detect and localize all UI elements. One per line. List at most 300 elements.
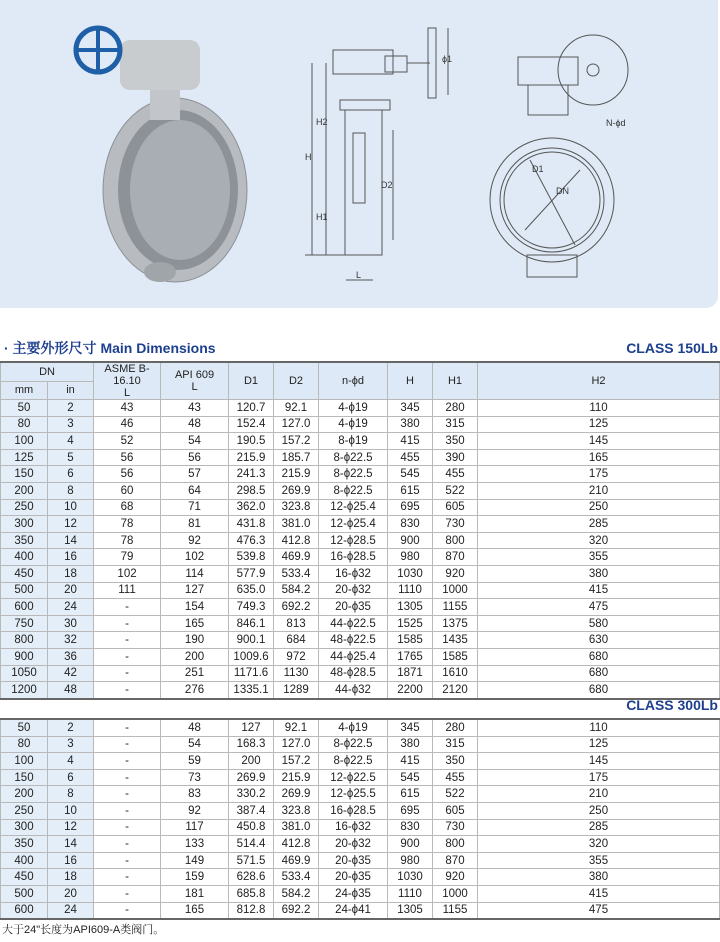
table-cell: 215.9 bbox=[229, 449, 274, 466]
table-cell: 36 bbox=[48, 648, 94, 665]
table-cell: 4 bbox=[48, 753, 94, 770]
table-cell: 1110 bbox=[388, 582, 433, 599]
table-cell: 2 bbox=[48, 719, 94, 736]
table-cell: 320 bbox=[478, 836, 720, 853]
table-cell: 1110 bbox=[388, 885, 433, 902]
table-cell: 185.7 bbox=[274, 449, 319, 466]
label-d1: D1 bbox=[532, 164, 544, 174]
table-cell: 920 bbox=[433, 565, 478, 582]
table-cell: 102 bbox=[94, 565, 161, 582]
table-row bbox=[1, 582, 720, 599]
label-phi1: ϕ1 bbox=[442, 54, 453, 64]
table-row bbox=[1, 802, 720, 819]
table-row bbox=[1, 736, 720, 753]
label-d2: D2 bbox=[381, 180, 393, 190]
table-cell: 323.8 bbox=[274, 499, 319, 516]
header-asme: ASME B-16.10 L bbox=[94, 362, 161, 400]
table-cell: - bbox=[94, 836, 161, 853]
table-cell: 920 bbox=[433, 869, 478, 886]
table-cell: 276 bbox=[161, 682, 229, 699]
table-cell: 522 bbox=[433, 482, 478, 499]
table-cell: 476.3 bbox=[229, 532, 274, 549]
table-cell: - bbox=[94, 665, 161, 682]
table-cell: 4-ϕ19 bbox=[319, 719, 388, 736]
table-cell: 615 bbox=[388, 786, 433, 803]
table-cell: 900 bbox=[1, 648, 48, 665]
table-cell: 56 bbox=[94, 466, 161, 483]
table-cell: 1050 bbox=[1, 665, 48, 682]
table-cell: 46 bbox=[94, 416, 161, 433]
table-cell: 381.0 bbox=[274, 819, 319, 836]
table-row bbox=[1, 615, 720, 632]
table-row bbox=[1, 449, 720, 466]
table-cell: 514.4 bbox=[229, 836, 274, 853]
table-cell: 749.3 bbox=[229, 599, 274, 616]
table-cell: 48 bbox=[161, 416, 229, 433]
table-cell: 24 bbox=[48, 599, 94, 616]
table-cell: 102 bbox=[161, 549, 229, 566]
table-cell: 50 bbox=[1, 400, 48, 417]
table-cell: 54 bbox=[161, 736, 229, 753]
label-l: L bbox=[356, 270, 362, 280]
header-api: API 609 L bbox=[161, 362, 229, 400]
table-cell: 455 bbox=[433, 769, 478, 786]
table-row bbox=[1, 682, 720, 699]
table-cell: 285 bbox=[478, 516, 720, 533]
table-cell: - bbox=[94, 719, 161, 736]
table-cell: 12-ϕ25.5 bbox=[319, 786, 388, 803]
table-cell: 1585 bbox=[433, 648, 478, 665]
table-cell: 522 bbox=[433, 786, 478, 803]
label-h1: H1 bbox=[316, 212, 328, 222]
table-cell: 24-ϕ41 bbox=[319, 902, 388, 919]
table-cell: 8-ϕ22.5 bbox=[319, 449, 388, 466]
table-cell: 3 bbox=[48, 416, 94, 433]
table-cell: 117 bbox=[161, 819, 229, 836]
table-cell: 730 bbox=[433, 819, 478, 836]
table-cell: 533.4 bbox=[274, 565, 319, 582]
table-cell: 210 bbox=[478, 482, 720, 499]
table-row bbox=[1, 719, 720, 736]
table-cell: 380 bbox=[388, 416, 433, 433]
table-row bbox=[1, 665, 720, 682]
table-cell: 200 bbox=[229, 753, 274, 770]
table-cell: - bbox=[94, 648, 161, 665]
table-cell: 48 bbox=[161, 719, 229, 736]
table-row bbox=[1, 819, 720, 836]
table-cell: 330.2 bbox=[229, 786, 274, 803]
table-cell: 92 bbox=[161, 532, 229, 549]
table-cell: 157.2 bbox=[274, 433, 319, 450]
table-cell: 32 bbox=[48, 632, 94, 649]
table-cell: 1155 bbox=[433, 902, 478, 919]
table-cell: 12-ϕ25.4 bbox=[319, 499, 388, 516]
table-cell: 387.4 bbox=[229, 802, 274, 819]
section-title: · 主要外形尺寸 Main Dimensions bbox=[4, 340, 216, 356]
table-row bbox=[1, 648, 720, 665]
table-cell: 71 bbox=[161, 499, 229, 516]
table-cell: 415 bbox=[388, 433, 433, 450]
table-cell: 120.7 bbox=[229, 400, 274, 417]
table-cell: 350 bbox=[1, 836, 48, 853]
table-cell: 315 bbox=[433, 416, 478, 433]
table-cell: 92.1 bbox=[274, 400, 319, 417]
class-300-title: CLASS 300Lb bbox=[626, 697, 718, 713]
table-cell: 680 bbox=[478, 648, 720, 665]
valve-photo bbox=[76, 28, 247, 282]
table-cell: 54 bbox=[161, 433, 229, 450]
table-cell: 80 bbox=[1, 736, 48, 753]
table-cell: 545 bbox=[388, 769, 433, 786]
table-cell: - bbox=[94, 599, 161, 616]
table-cell: 680 bbox=[478, 665, 720, 682]
table-cell: 200 bbox=[1, 786, 48, 803]
table-cell: 56 bbox=[161, 449, 229, 466]
header-d1: D1 bbox=[229, 362, 274, 400]
table-cell: 600 bbox=[1, 599, 48, 616]
table-cell: 12-ϕ22.5 bbox=[319, 769, 388, 786]
table-cell: 584.2 bbox=[274, 582, 319, 599]
table-cell: 20-ϕ35 bbox=[319, 599, 388, 616]
table-row bbox=[1, 499, 720, 516]
table-cell: 6 bbox=[48, 466, 94, 483]
table-cell: 345 bbox=[388, 400, 433, 417]
table-cell: 1871 bbox=[388, 665, 433, 682]
table-cell: 400 bbox=[1, 549, 48, 566]
table-cell: 1305 bbox=[388, 902, 433, 919]
table-cell: 168.3 bbox=[229, 736, 274, 753]
table-cell: 81 bbox=[161, 516, 229, 533]
table-cell: 154 bbox=[161, 599, 229, 616]
table-cell: 48-ϕ22.5 bbox=[319, 632, 388, 649]
table-cell: 455 bbox=[388, 449, 433, 466]
table-cell: 125 bbox=[478, 416, 720, 433]
table-cell: 24-ϕ35 bbox=[319, 885, 388, 902]
label-nd: N-ϕd bbox=[606, 118, 626, 128]
table-cell: 20-ϕ35 bbox=[319, 869, 388, 886]
table-cell: 605 bbox=[433, 499, 478, 516]
table-cell: 20-ϕ35 bbox=[319, 852, 388, 869]
table-cell: 16 bbox=[48, 852, 94, 869]
table-cell: 475 bbox=[478, 599, 720, 616]
label-dn: DN bbox=[556, 186, 569, 196]
table-cell: 127.0 bbox=[274, 416, 319, 433]
table-cell: 350 bbox=[1, 532, 48, 549]
header-h1: H1 bbox=[433, 362, 478, 400]
table-cell: 2120 bbox=[433, 682, 478, 699]
table-cell: - bbox=[94, 819, 161, 836]
table-cell: 1200 bbox=[1, 682, 48, 699]
table-cell: - bbox=[94, 682, 161, 699]
table-cell: 298.5 bbox=[229, 482, 274, 499]
table-cell: 900.1 bbox=[229, 632, 274, 649]
table-cell: - bbox=[94, 902, 161, 919]
header-mm: mm bbox=[1, 381, 48, 399]
class-300-table bbox=[0, 718, 720, 920]
table-cell: 8-ϕ22.5 bbox=[319, 466, 388, 483]
table-cell: 12-ϕ25.4 bbox=[319, 516, 388, 533]
table-row bbox=[1, 885, 720, 902]
table-cell: 20-ϕ32 bbox=[319, 836, 388, 853]
table-cell: 380 bbox=[478, 869, 720, 886]
table-cell: 145 bbox=[478, 433, 720, 450]
table-cell: 870 bbox=[433, 549, 478, 566]
table-cell: 300 bbox=[1, 516, 48, 533]
table-cell: 18 bbox=[48, 869, 94, 886]
table-cell: 1335.1 bbox=[229, 682, 274, 699]
table-cell: 362.0 bbox=[229, 499, 274, 516]
table-cell: 730 bbox=[433, 516, 478, 533]
table-cell: 345 bbox=[388, 719, 433, 736]
table-cell: - bbox=[94, 885, 161, 902]
table-cell: 16 bbox=[48, 549, 94, 566]
table-cell: 12 bbox=[48, 819, 94, 836]
table-cell: 50 bbox=[1, 719, 48, 736]
table-cell: 600 bbox=[1, 902, 48, 919]
table-row bbox=[1, 400, 720, 417]
table-cell: 8-ϕ22.5 bbox=[319, 482, 388, 499]
table-cell: 100 bbox=[1, 753, 48, 770]
table-cell: 400 bbox=[1, 852, 48, 869]
table-cell: 8 bbox=[48, 786, 94, 803]
table-cell: 1171.6 bbox=[229, 665, 274, 682]
table-cell: 685.8 bbox=[229, 885, 274, 902]
header-d2: D2 bbox=[274, 362, 319, 400]
table-cell: 125 bbox=[1, 449, 48, 466]
table-row bbox=[1, 466, 720, 483]
table-cell: 44-ϕ25.4 bbox=[319, 648, 388, 665]
table-cell: 12-ϕ28.5 bbox=[319, 532, 388, 549]
table-cell: 100 bbox=[1, 433, 48, 450]
footnote: 大于24"长度为API609-A类阀门。 bbox=[2, 924, 165, 936]
table-cell: 48 bbox=[48, 682, 94, 699]
table-row bbox=[1, 769, 720, 786]
table-cell: 680 bbox=[478, 682, 720, 699]
table-cell: 250 bbox=[1, 802, 48, 819]
table-cell: 12 bbox=[48, 516, 94, 533]
table-cell: 165 bbox=[161, 615, 229, 632]
table-cell: 78 bbox=[94, 532, 161, 549]
table-cell: 150 bbox=[1, 466, 48, 483]
table-cell: 1030 bbox=[388, 869, 433, 886]
table-cell: 52 bbox=[94, 433, 161, 450]
table-cell: 269.9 bbox=[274, 482, 319, 499]
header-h2: H2 bbox=[478, 362, 720, 400]
product-image-panel bbox=[0, 0, 718, 308]
table-cell: 157.2 bbox=[274, 753, 319, 770]
table-cell: 269.9 bbox=[229, 769, 274, 786]
table-cell: 210 bbox=[478, 786, 720, 803]
table-cell: 635.0 bbox=[229, 582, 274, 599]
table-cell: 1610 bbox=[433, 665, 478, 682]
table-cell: 10 bbox=[48, 499, 94, 516]
table-cell: 846.1 bbox=[229, 615, 274, 632]
table-cell: 1030 bbox=[388, 565, 433, 582]
table-row bbox=[1, 516, 720, 533]
table-cell: 190 bbox=[161, 632, 229, 649]
table-cell: 500 bbox=[1, 885, 48, 902]
table-cell: 900 bbox=[388, 532, 433, 549]
table-cell: 8 bbox=[48, 482, 94, 499]
table-cell: 469.9 bbox=[274, 549, 319, 566]
table-cell: 475 bbox=[478, 902, 720, 919]
table-cell: 20 bbox=[48, 582, 94, 599]
table-cell: 215.9 bbox=[274, 769, 319, 786]
table-cell: 42 bbox=[48, 665, 94, 682]
table-cell: 114 bbox=[161, 565, 229, 582]
table-cell: 83 bbox=[161, 786, 229, 803]
table-cell: 251 bbox=[161, 665, 229, 682]
table-cell: 79 bbox=[94, 549, 161, 566]
header-nd: n-ϕd bbox=[319, 362, 388, 400]
table-cell: - bbox=[94, 786, 161, 803]
table-cell: 175 bbox=[478, 769, 720, 786]
table-cell: 539.8 bbox=[229, 549, 274, 566]
table-cell: 250 bbox=[1, 499, 48, 516]
table-cell: - bbox=[94, 769, 161, 786]
table-cell: 16-ϕ32 bbox=[319, 819, 388, 836]
table-cell: 1130 bbox=[274, 665, 319, 682]
table-cell: 44-ϕ32 bbox=[319, 682, 388, 699]
table-cell: 30 bbox=[48, 615, 94, 632]
table-cell: 355 bbox=[478, 549, 720, 566]
table-cell: 1009.6 bbox=[229, 648, 274, 665]
table-cell: 813 bbox=[274, 615, 319, 632]
table-cell: 10 bbox=[48, 802, 94, 819]
class-150-table bbox=[0, 361, 720, 700]
table-cell: - bbox=[94, 753, 161, 770]
table-cell: 64 bbox=[161, 482, 229, 499]
table-cell: 533.4 bbox=[274, 869, 319, 886]
table-cell: 16-ϕ28.5 bbox=[319, 802, 388, 819]
table-cell: 750 bbox=[1, 615, 48, 632]
table-cell: 350 bbox=[433, 433, 478, 450]
table-row bbox=[1, 836, 720, 853]
table-cell: 2200 bbox=[388, 682, 433, 699]
table-row bbox=[1, 632, 720, 649]
table-cell: 584.2 bbox=[274, 885, 319, 902]
table-cell: 1585 bbox=[388, 632, 433, 649]
table-cell: 695 bbox=[388, 802, 433, 819]
table-cell: 127 bbox=[229, 719, 274, 736]
table-cell: 48-ϕ28.5 bbox=[319, 665, 388, 682]
table-cell: 830 bbox=[388, 819, 433, 836]
header-dn: DN bbox=[1, 362, 94, 381]
table-cell: 4 bbox=[48, 433, 94, 450]
table-cell: 145 bbox=[478, 753, 720, 770]
table-row bbox=[1, 786, 720, 803]
table-row bbox=[1, 482, 720, 499]
table-cell: 14 bbox=[48, 836, 94, 853]
table-cell: 692.2 bbox=[274, 902, 319, 919]
table-row bbox=[1, 869, 720, 886]
table-cell: 4-ϕ19 bbox=[319, 400, 388, 417]
table-cell: 269.9 bbox=[274, 786, 319, 803]
table-cell: 545 bbox=[388, 466, 433, 483]
table-cell: 450 bbox=[1, 565, 48, 582]
table-cell: 355 bbox=[478, 852, 720, 869]
table-cell: 280 bbox=[433, 719, 478, 736]
table-cell: 4-ϕ19 bbox=[319, 416, 388, 433]
table-cell: 8-ϕ22.5 bbox=[319, 736, 388, 753]
table-cell: 1000 bbox=[433, 885, 478, 902]
table-cell: 57 bbox=[161, 466, 229, 483]
table-cell: 431.8 bbox=[229, 516, 274, 533]
table-cell: 412.8 bbox=[274, 836, 319, 853]
table-cell: 692.2 bbox=[274, 599, 319, 616]
table-cell: 380 bbox=[388, 736, 433, 753]
table-row bbox=[1, 416, 720, 433]
table-row bbox=[1, 549, 720, 566]
table-cell: 1289 bbox=[274, 682, 319, 699]
table-row bbox=[1, 753, 720, 770]
table-cell: 14 bbox=[48, 532, 94, 549]
table-cell: 56 bbox=[94, 449, 161, 466]
table-cell: 110 bbox=[478, 719, 720, 736]
table-cell: 1525 bbox=[388, 615, 433, 632]
table-cell: 165 bbox=[478, 449, 720, 466]
table-cell: 870 bbox=[433, 852, 478, 869]
class-150-title: CLASS 150Lb bbox=[626, 340, 718, 356]
table-cell: 812.8 bbox=[229, 902, 274, 919]
table-cell: 900 bbox=[388, 836, 433, 853]
table-cell: 110 bbox=[478, 400, 720, 417]
table-cell: 320 bbox=[478, 532, 720, 549]
table-cell: 500 bbox=[1, 582, 48, 599]
table-cell: 20 bbox=[48, 885, 94, 902]
table-cell: 1435 bbox=[433, 632, 478, 649]
table-cell: - bbox=[94, 869, 161, 886]
table-cell: 800 bbox=[433, 836, 478, 853]
table-cell: 60 bbox=[94, 482, 161, 499]
table-row bbox=[1, 532, 720, 549]
table-cell: 43 bbox=[161, 400, 229, 417]
table-cell: 127.0 bbox=[274, 736, 319, 753]
table-cell: 630 bbox=[478, 632, 720, 649]
table-cell: 250 bbox=[478, 499, 720, 516]
header-in: in bbox=[48, 381, 94, 399]
table-cell: 125 bbox=[478, 736, 720, 753]
table-cell: 18 bbox=[48, 565, 94, 582]
table-cell: 800 bbox=[433, 532, 478, 549]
table-cell: 215.9 bbox=[274, 466, 319, 483]
table-cell: 1305 bbox=[388, 599, 433, 616]
table-cell: 59 bbox=[161, 753, 229, 770]
table-cell: 415 bbox=[388, 753, 433, 770]
table-cell: 175 bbox=[478, 466, 720, 483]
table-cell: 8-ϕ22.5 bbox=[319, 753, 388, 770]
table-cell: - bbox=[94, 736, 161, 753]
table-cell: 150 bbox=[1, 769, 48, 786]
table-cell: 16-ϕ32 bbox=[319, 565, 388, 582]
table-cell: - bbox=[94, 615, 161, 632]
table-cell: 605 bbox=[433, 802, 478, 819]
table-cell: 73 bbox=[161, 769, 229, 786]
table-row bbox=[1, 902, 720, 919]
label-h2: H2 bbox=[316, 117, 328, 127]
table-cell: 800 bbox=[1, 632, 48, 649]
table-row bbox=[1, 565, 720, 582]
table-cell: 149 bbox=[161, 852, 229, 869]
table-cell: 628.6 bbox=[229, 869, 274, 886]
table-cell: 250 bbox=[478, 802, 720, 819]
table-cell: 2 bbox=[48, 400, 94, 417]
table-cell: 3 bbox=[48, 736, 94, 753]
table-row bbox=[1, 433, 720, 450]
table-cell: - bbox=[94, 802, 161, 819]
table-cell: 24 bbox=[48, 902, 94, 919]
table-cell: 415 bbox=[478, 582, 720, 599]
